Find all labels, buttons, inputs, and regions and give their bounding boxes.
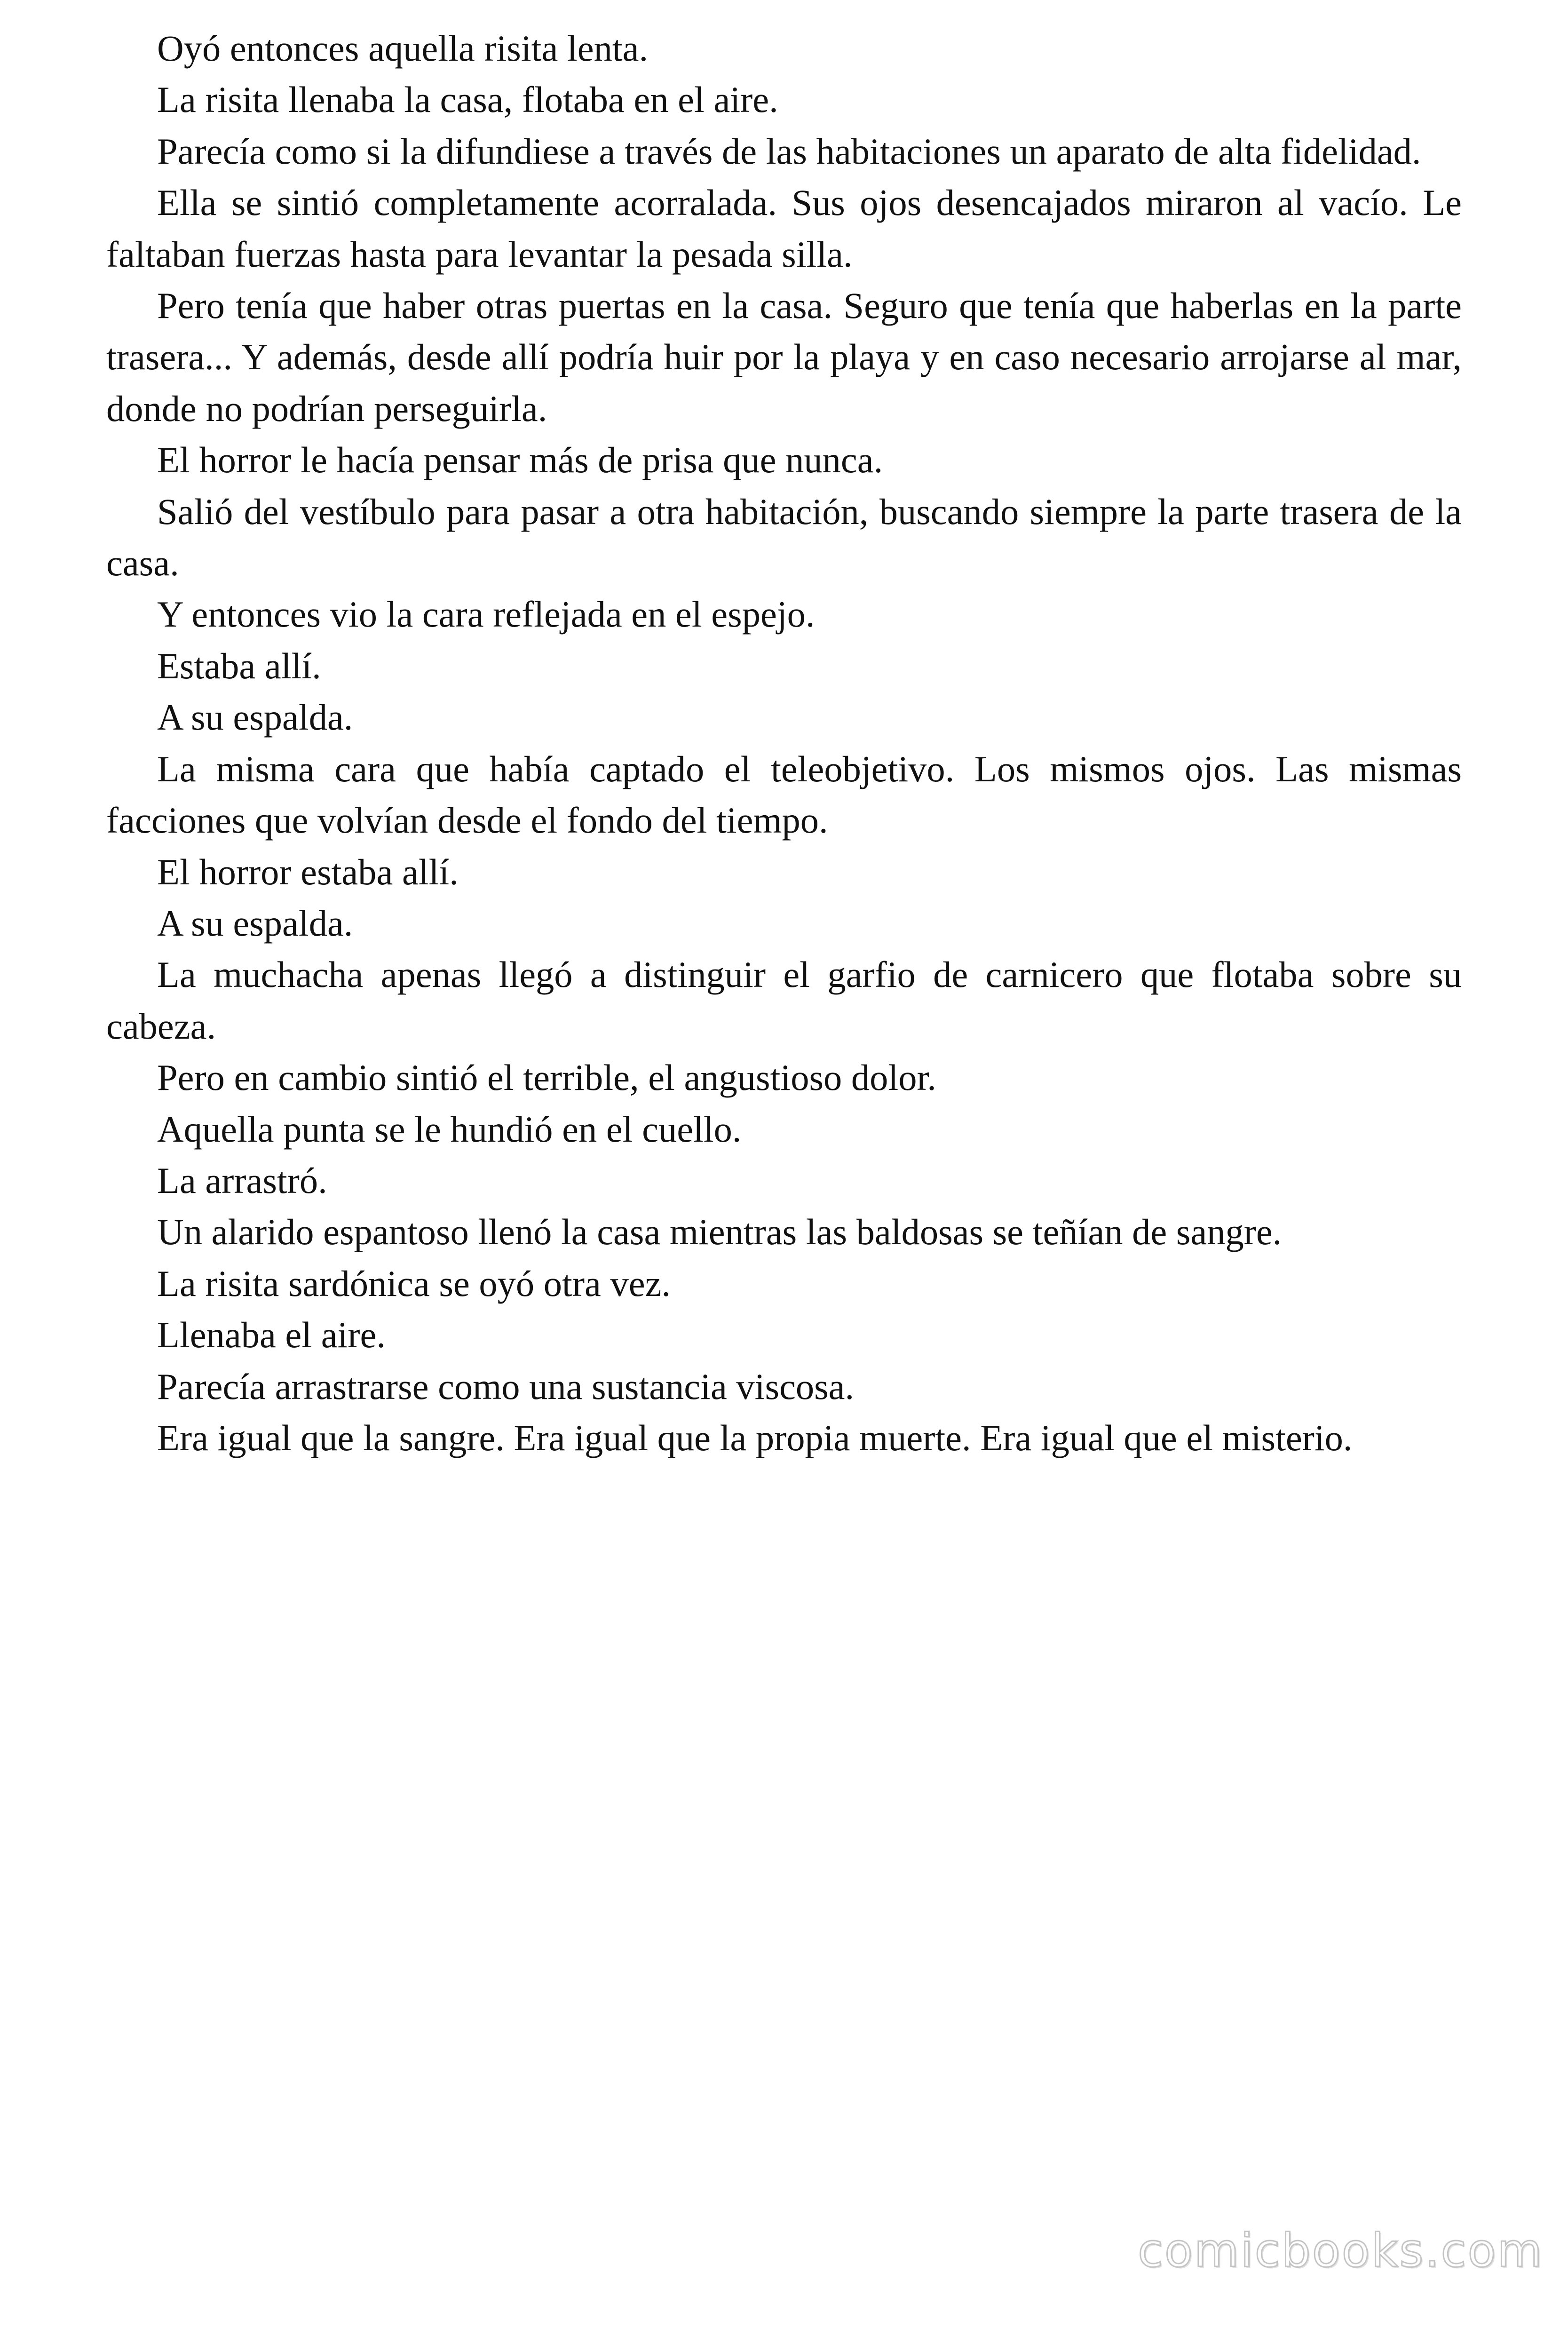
paragraph: Ella se sintió completamente acorralada. Sus ojos desencajados miraron al vacío. Le faltaban fuerzas hasta para levantar la pesada silla. [106, 182, 1462, 275]
paragraph: Era igual que la sangre. Era igual que la propia muerte. Era igual que el misterio. [157, 1417, 1353, 1458]
paragraph: Estaba allí. [157, 645, 321, 686]
paragraph: Pero tenía que haber otras puertas en la casa. Seguro que tenía que haberlas en la parte trasera... Y además, desde allí podría huir por la playa y en caso necesario arrojarse al mar, donde no podrían perseguirla. [106, 285, 1462, 429]
paragraph: El horror le hacía pensar más de prisa que nunca. [157, 439, 883, 481]
paragraph: La misma cara que había captado el teleobjetivo. Los mismos ojos. Las mismas facciones que volvían desde el fondo del tiempo. [106, 748, 1462, 841]
paragraph: A su espalda. [157, 697, 353, 738]
body-text [106, 23, 1462, 1463]
paragraph: La risita llenaba la casa, flotaba en el aire. [157, 79, 778, 120]
paragraph: Un alarido espantoso llenó la casa mientras las baldosas se teñían de sangre. [157, 1211, 1282, 1253]
paragraph: La risita sardónica se oyó otra vez. [157, 1263, 671, 1304]
paragraph: Pero en cambio sintió el terrible, el angustioso dolor. [157, 1057, 936, 1098]
paragraph: Llenaba el aire. [157, 1314, 386, 1356]
paragraph: La muchacha apenas llegó a distinguir el garfio de carnicero que flotaba sobre su cabeza. [106, 954, 1462, 1047]
paragraph: Y entonces vio la cara reflejada en el espejo. [157, 594, 815, 635]
paragraph: A su espalda. [157, 902, 353, 944]
paragraph: Parecía arrastrarse como una sustancia viscosa. [157, 1366, 855, 1407]
paragraph: El horror estaba allí. [157, 851, 459, 892]
watermark: comicbooks.com [1138, 2224, 1544, 2278]
paragraph: Parecía como si la difundiese a través de las habitaciones un aparato de alta fidelidad. [157, 130, 1421, 172]
paragraph: Aquella punta se le hundió en el cuello. [157, 1108, 742, 1150]
paragraph: Oyó entonces aquella risita lenta. [157, 28, 649, 69]
paragraph: Salió del vestíbulo para pasar a otra habitación, buscando siempre la parte trasera de la casa. [106, 491, 1462, 584]
paragraph: La arrastró. [157, 1160, 327, 1201]
